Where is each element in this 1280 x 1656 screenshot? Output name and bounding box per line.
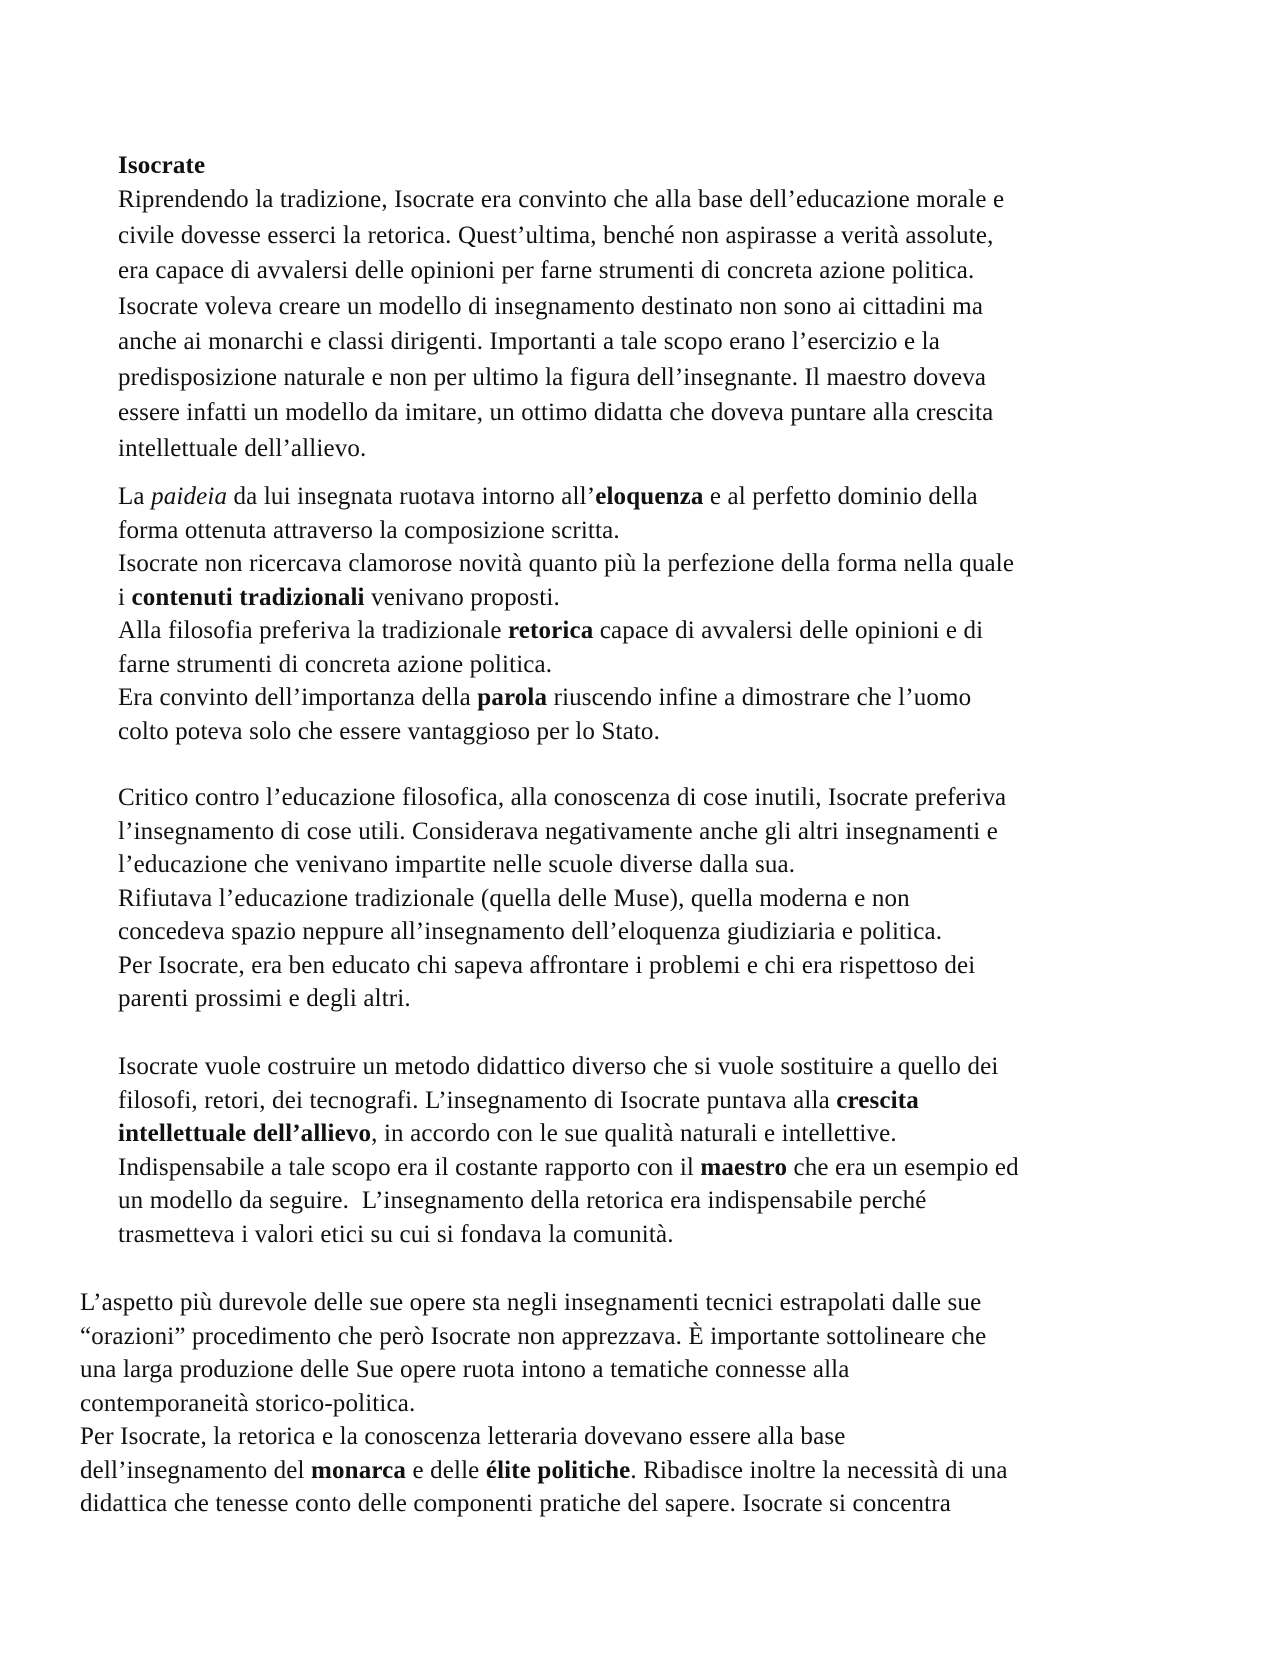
text-line: era capace di avvalersi delle opinioni per farne strumenti di concreta azione politica. [118,257,975,284]
bold-term: crescita [836,1086,919,1114]
text-run: capace di avvalersi delle opinioni e di [593,617,984,644]
text-line: forma ottenuta attraverso la composizione scritta. [118,516,620,544]
bold-term: parola [477,684,548,711]
text-line: Per Isocrate, era ben educato chi sapeva affrontare i problemi e chi era rispettoso dei [118,951,976,979]
text-line: didattica che tenesse conto delle componenti pratiche del sapere. Isocrate si concentra [80,1490,951,1517]
text-line: Riprendendo la tradizione, Isocrate era convinto che alla base dell’educazione morale e [118,186,1005,213]
text-run: La [118,483,152,510]
text-run: , in accordo con le sue qualità naturali e intellettive. [371,1120,897,1147]
text-line: un modello da seguire. L’insegnamento della retorica era indispensabile perché [118,1187,927,1214]
text-line: parenti prossimi e degli altri. [118,985,411,1012]
text-line: Isocrate vuole costruire un metodo didattico diverso che si vuole sostituire a quello dei [118,1053,999,1080]
text-run: filosofi, retori, dei tecnografi. L’insegnamento di Isocrate puntava alla [118,1086,837,1114]
text-run: e al perfetto dominio della [703,483,978,510]
paragraph-paideia [118,480,1014,748]
text-line: civile dovesse esserci la retorica. Quest’ultima, benché non aspirasse a verità assolute, [118,221,994,249]
text-run: Alla filosofia preferiva la tradizionale [118,617,508,644]
text-line: Rifiutava l’educazione tradizionale (quella delle Muse), quella moderna e non [118,884,910,912]
text-line [118,1151,1019,1185]
text-line: una larga produzione delle Sue opere ruota intono a tematiche connesse alla [80,1356,850,1383]
paragraph-method [118,1050,1019,1251]
text-run: dell’insegnamento del [80,1456,312,1484]
text-line: contemporaneità storico-politica. [80,1389,416,1417]
text-line: L’aspetto più durevole delle sue opere sta negli insegnamenti tecnici estrapolati dalle sue [80,1289,982,1316]
bold-term: eloquenza [595,483,704,510]
text-run: da lui insegnata ruotava intorno all’ [227,483,596,510]
bold-term: intellettuale dell’allievo [118,1120,372,1147]
bold-term: élite politiche [485,1456,631,1484]
text-line: farne strumenti di concreta azione politica. [118,650,553,678]
text-line [118,1084,1019,1118]
text-run: e delle [406,1456,486,1484]
document-title [118,150,205,182]
text-line: Isocrate non ricercava clamorose novità quanto più la perfezione della forma nella quale [118,550,1015,577]
text-run: . Ribadisce inoltre la necessità di una [630,1456,1008,1484]
text-line [118,581,1014,615]
text-line: Isocrate voleva creare un modello di insegnamento destinato non sono ai cittadini ma [118,292,984,320]
bold-term: maestro [700,1153,788,1181]
text-line: “orazioni” procedimento che però Isocrate non apprezzava. È importante sottolineare che [80,1322,987,1350]
paragraph-legacy [80,1286,1008,1521]
text-line [118,614,1014,648]
text-line: l’educazione che venivano impartite nelle scuole diverse dalla sua. [118,851,796,878]
bold-term: monarca [311,1456,407,1484]
bold-term: retorica [508,617,594,644]
text-run: Era convinto dell’importanza della [118,684,478,711]
text-run: venivano proposti. [364,583,560,611]
paragraph-critique [118,781,1006,1016]
text-line: Critico contro l’educazione filosofica, alla conoscenza di cose inutili, Isocrate preferiva [118,784,1007,811]
text-line [118,480,1014,514]
text-line: anche ai monarchi e classi dirigenti. Importanti a tale scopo erano l’esercizio e la [118,328,940,355]
text-line: predisposizione naturale e non per ultimo la figura dell’insegnante. Il maestro doveva [118,363,987,391]
title-text: Isocrate [118,152,206,179]
italic-term: paideia [151,483,228,510]
text-line: intellettuale dell’allievo. [118,434,367,462]
text-line: trasmetteva i valori etici su cui si fondava la comunità. [118,1220,674,1248]
text-line [80,1454,1008,1488]
text-line: concedeva spazio neppure all’insegnamento dell’eloquenza giudiziaria e politica. [118,918,943,945]
text-line [118,681,1014,715]
bold-term: contenuti tradizionali [131,583,365,611]
text-run: che era un esempio ed [787,1153,1019,1181]
text-line: colto poteva solo che essere vantaggioso per lo Stato. [118,717,660,745]
text-run: i [118,583,132,611]
text-line: l’insegnamento di cose utili. Considerava negativamente anche gli altri insegnamenti e [118,817,998,845]
text-line: essere infatti un modello da imitare, un ottimo didatta che doveva puntare alla crescita [118,399,994,426]
text-line: Per Isocrate, la retorica e la conoscenza letteraria dovevano essere alla base [80,1423,846,1450]
paragraph-introduction [118,182,1004,466]
text-run: Indispensabile a tale scopo era il costante rapporto con il [118,1153,701,1181]
text-run: riuscendo infine a dimostrare che l’uomo [547,684,972,711]
text-line [118,1117,1019,1151]
